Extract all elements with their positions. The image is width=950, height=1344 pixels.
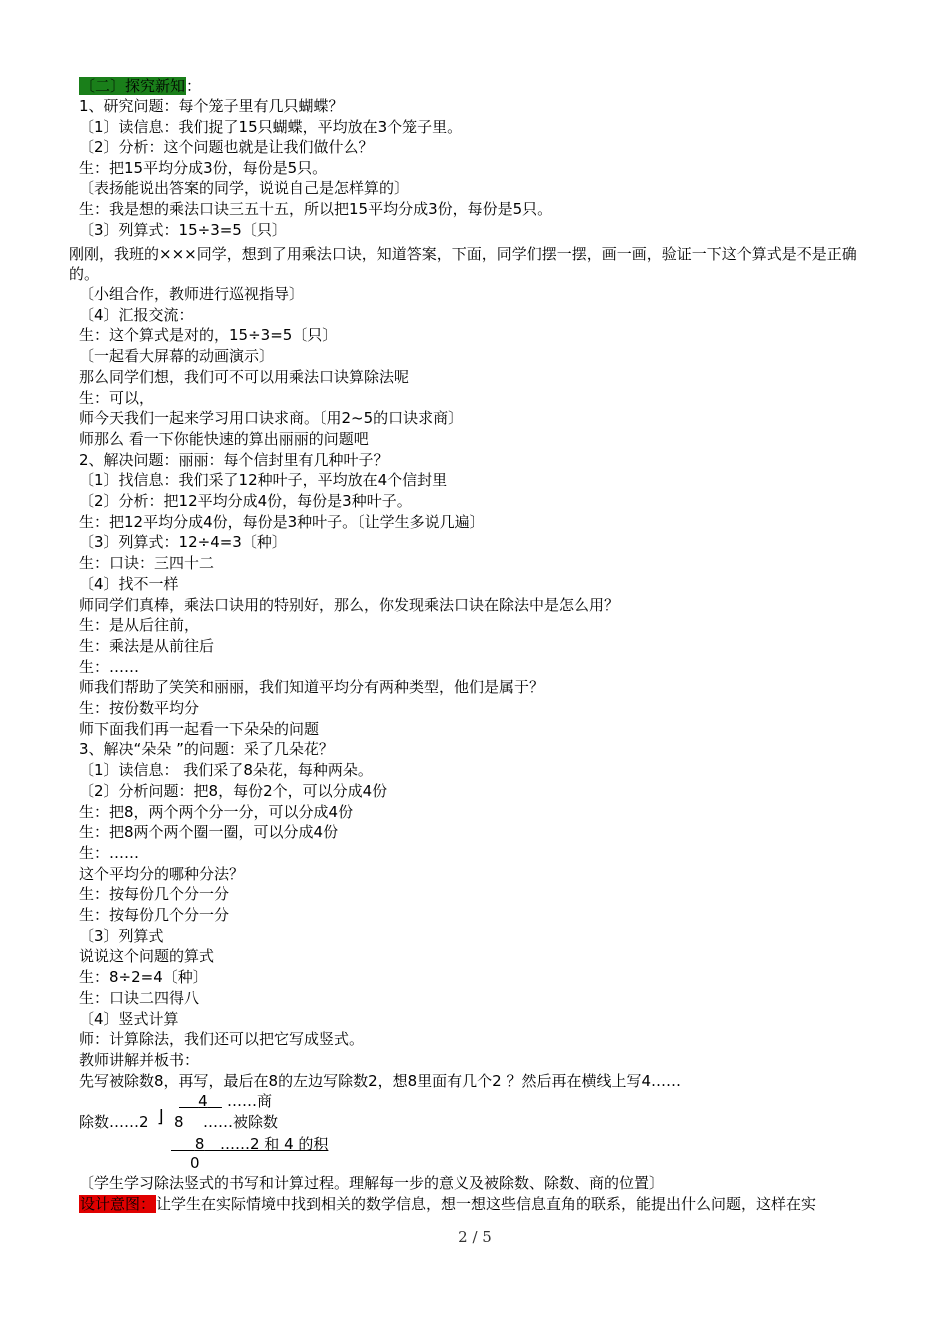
text-line: 生：是从后往前， <box>79 616 200 634</box>
text-line: 这个平均分的哪种分法？ <box>79 865 245 883</box>
text-line: 生：按每份几个分一分 <box>79 885 230 903</box>
text-line: 3、解决“朵朵 ”的问题：采了几朵花？ <box>79 740 334 758</box>
text-line: 那么同学们想，我们可不可以用乘法口诀算除法呢 <box>79 368 410 386</box>
product-label: ……2 和 4 的积 <box>220 1135 329 1153</box>
text-line: 〔表扬能说出答案的同学，说说自己是怎样算的〕 <box>79 179 410 197</box>
text-line: 教师讲解并板书： <box>79 1051 200 1069</box>
quotient-value: 4 <box>198 1092 208 1110</box>
text-line: 生：把15平均分成3份，每份是5只。 <box>79 159 328 177</box>
text-line: 生：把8两个两个圈一圈，可以分成4份 <box>79 823 339 841</box>
design-intent-text: 让学生在实际情境中找到相关的数学信息，想一想这些信息直角的联系，能提出什么问题，这样在实 <box>156 1195 817 1213</box>
product-value: 8 <box>194 1135 205 1153</box>
text-line: 生：…… <box>79 844 140 862</box>
note-line: 〔学生学习除法竖式的书写和计算过程。理解每一步的意义及被除数、除数、商的位置〕 <box>79 1174 665 1192</box>
text-line: 生：口诀二四得八 <box>79 989 200 1007</box>
text-line: 〔一起看大屏幕的动画演示〕 <box>79 347 275 365</box>
section-heading <box>79 76 201 96</box>
text-line: 〔2〕分析：这个问题也就是让我们做什么？ <box>79 138 374 156</box>
text-line: 〔3〕列算式：12÷4=3〔种〕 <box>79 533 287 551</box>
text-line: 〔4〕汇报交流： <box>79 306 194 324</box>
design-intent-line <box>79 1194 816 1214</box>
text-line: 生：把12平均分成4份，每份是3种叶子。〔让学生多说几遍〕 <box>79 513 485 531</box>
long-division <box>79 1092 679 1172</box>
dividend-value: 8 <box>174 1113 184 1131</box>
text-line: 〔3〕列算式：15÷3=5〔只〕 <box>79 221 287 239</box>
text-line: 〔1〕读信息： 我们采了8朵花，每种两朵。 <box>79 761 373 779</box>
division-bracket: ⌋ <box>157 1107 164 1127</box>
text-line: 2、解决问题：丽丽：每个信封里有几种叶子？ <box>79 451 389 469</box>
text-line: 师今天我们一起来学习用口诀求商。〔用2~5的口诀求商〕 <box>79 409 464 427</box>
text-line: 〔2〕分析问题：把8，每份2个，可以分成4份 <box>79 782 388 800</box>
text-line: 先写被除数8，再写，最后在8的左边写除数2，想8里面有几个2 ？然后再在横线上写4…… <box>79 1072 682 1090</box>
text-line: 生：按每份几个分一分 <box>79 906 230 924</box>
text-line: 1、研究问题：每个笼子里有几只蝴蝶？ <box>79 97 344 115</box>
text-line: 师我们帮助了笑笑和丽丽，我们知道平均分有两种类型，他们是属于？ <box>79 678 545 696</box>
text-line: 说说这个问题的算式 <box>79 947 215 965</box>
text-line: 〔1〕找信息：我们采了12种叶子，平均放在4个信封里 <box>79 471 448 489</box>
dividend-label: ……被除数 <box>203 1113 279 1131</box>
text-line: 〔3〕列算式 <box>79 927 164 945</box>
divisor-prefix: 除数……2 <box>79 1113 149 1131</box>
text-line: 生：8÷2=4〔种〕 <box>79 968 208 986</box>
text-line: 生：乘法是从前往后 <box>79 637 215 655</box>
text-line: 〔4〕找不一样 <box>79 575 179 593</box>
design-intent-label: 设计意图： <box>80 1195 156 1213</box>
text-line: 生：可以， <box>79 389 155 407</box>
text-line: 师：计算除法，我们还可以把它写成竖式。 <box>79 1030 365 1048</box>
page-number: 2 / 5 <box>458 1228 492 1246</box>
text-line: 〔2〕分析：把12平均分成4份，每份是3种叶子。 <box>79 492 412 510</box>
text-line: 师那么 看一下你能快速的算出丽丽的问题吧 <box>79 430 369 448</box>
text-line: 生：把8，两个两个分一分，可以分成4份 <box>79 803 354 821</box>
text-line: 〔小组合作，教师进行巡视指导〕 <box>79 285 305 303</box>
text-line: 生：我是想的乘法口诀三五十五，所以把15平均分成3份，每份是5只。 <box>79 200 553 218</box>
text-line: 〔1〕读信息：我们捉了15只蝴蝶，平均放在3个笼子里。 <box>79 118 463 136</box>
text-line: 生：口诀：三四十二 <box>79 554 215 572</box>
text-line: 生：…… <box>79 658 140 676</box>
remainder-value: 0 <box>190 1154 200 1172</box>
text-line: 师下面我们再一起看一下朵朵的问题 <box>79 720 320 738</box>
text-line: 生：按份数平均分 <box>79 699 200 717</box>
division-quotient <box>179 1092 222 1110</box>
quotient-label: ……商 <box>227 1092 273 1110</box>
text-line: 生：这个算式是对的，15÷3=5〔只〕 <box>79 326 338 344</box>
division-product <box>171 1135 223 1153</box>
paragraph-verify: 刚刚，我班的×××同学，想到了用乘法口诀，知道答案，下面，同学们摆一摆，画一画，验证一下这个算式是不是正确的。 <box>69 245 857 283</box>
text-line: 师同学们真棒，乘法口诀用的特别好，那么，你发现乘法口诀在除法中是怎么用？ <box>79 596 620 614</box>
text-line: 〔4〕竖式计算 <box>79 1010 179 1028</box>
heading-highlight: 〔二〕探究新知 <box>80 77 186 95</box>
heading-colon: ： <box>186 77 202 95</box>
